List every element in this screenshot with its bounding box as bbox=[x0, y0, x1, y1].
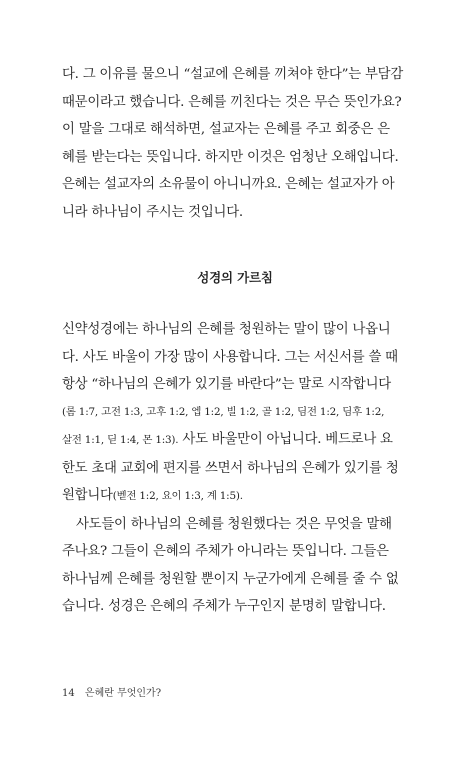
text-line: 하나님께 은혜를 청원할 뿐이지 누군가에게 은혜를 줄 수 없 bbox=[62, 571, 399, 587]
section-heading: 성경의 가르침 bbox=[197, 270, 273, 285]
body-paragraph-continued bbox=[62, 61, 404, 226]
text-line: 이 말을 그대로 해석하면, 설교자는 은혜를 주고 회중은 은 bbox=[62, 122, 390, 137]
text-fragment: 원합니다 bbox=[62, 488, 113, 503]
text-line: 은혜는 설교자의 소유물이 아니니까요. 은혜는 설교자가 아 bbox=[62, 177, 395, 192]
text-line: 다. 사도 바울이 가장 많이 사용합니다. 그는 서신서를 쓸 때 bbox=[62, 349, 398, 365]
text-line: 혜를 받는다는 뜻입니다. 하지만 이것은 엄청난 오해입니다. bbox=[62, 149, 399, 165]
text-line: 사도들이 하나님의 은혜를 청원했다는 것은 무엇을 말해 bbox=[76, 516, 392, 532]
text-line: 한도 초대 교회에 편지를 쓰면서 하나님의 은혜가 있기를 청 bbox=[62, 460, 399, 476]
text-line bbox=[62, 482, 380, 511]
page-number: 14 bbox=[62, 688, 75, 699]
body-paragraph bbox=[62, 316, 399, 621]
scripture-references: (롬 1:7, 고전 1:3, 고후 1:2, 엡 1:2, 빌 1:2, 골 1:2, 딤전 1:2, 딤후 1:2, bbox=[62, 405, 385, 418]
running-title: 은혜란 무엇인가? bbox=[84, 688, 162, 699]
text-line: 주나요? 그들이 은혜의 주체가 아니라는 뜻입니다. 그들은 bbox=[62, 544, 389, 559]
scripture-references: 살전 1:1, 딛 1:4, 몬 1:3). bbox=[62, 434, 179, 446]
text-line: 습니다. 성경은 은혜의 주체가 누구인지 분명히 말합니다. bbox=[62, 599, 386, 614]
text-line bbox=[62, 426, 393, 455]
text-line: 신약성경에는 하나님의 은혜를 청원하는 말이 많이 나옵니 bbox=[62, 322, 391, 337]
text-fragment: 사도 바울만이 아닙니다. 베드로나 요 bbox=[178, 432, 393, 447]
text-line: 항상 “하나님의 은혜가 있기를 바란다”는 말로 시작합니다 bbox=[62, 377, 391, 392]
text-line: 때문이라고 했습니다. 은혜를 끼친다는 것은 무슨 뜻인가요? bbox=[62, 94, 402, 110]
text-line: 다. 그 이유를 물으니 “설교에 은혜를 끼쳐야 한다”는 부담감 bbox=[62, 67, 404, 82]
page-footer bbox=[62, 684, 161, 699]
scripture-references: (벧전 1:2, 요이 1:3, 계 1:5). bbox=[112, 490, 243, 502]
text-line: 니라 하나님이 주시는 것입니다. bbox=[62, 204, 243, 220]
